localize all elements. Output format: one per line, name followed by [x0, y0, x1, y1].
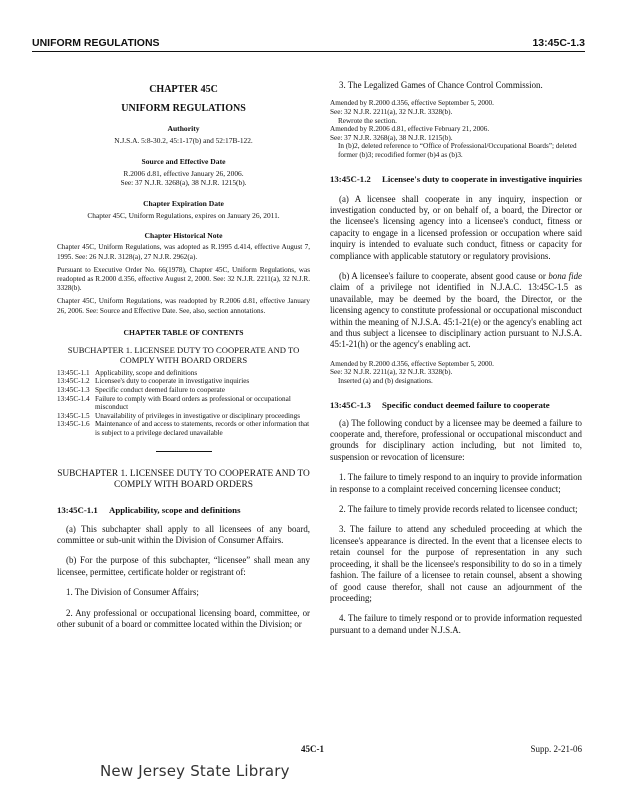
s11-item-1: 1. The Division of Consumer Affairs; [66, 587, 199, 598]
s11-item-2: 2. Any professional or occupational licensing board, committee, or other subunit of a board or committee located within the Division; or [57, 607, 310, 629]
chapter-title: UNIFORM REGULATIONS [121, 103, 246, 114]
authority-text: N.J.S.A. 5:8-30.2, 45:1-17(b) and 52:17B-122. [114, 136, 253, 145]
history-heading: Chapter Historical Note [144, 231, 223, 241]
s12-para-b: (b) A licensee's failure to cooperate, absent good cause or bona fide claim of a privilege not identified in N.J.A.C. 13:45C-1.5 as unavailable, may be deemed by the board, the Director, or the licensing agency to constitute professional or occupational misconduct within the meaning of N.J.S.A. 45:1-21(e) or the agency's enabling act and thus subject a licensee to disciplinary action pursuant to N.J.S.A. 45:1-21(h) or the agency's enabling act. [330, 271, 582, 350]
section-1-2-heading: 13:45C-1.2 Licensee's duty to cooperate in investigative inquiries [330, 173, 582, 184]
s13-item-3: 3. The failure to attend any scheduled proceeding at which the licensee's appearance is directed. In the event that a licensee elects to retain counsel for the purpose of representation in any such proceeding, it shall be the licensee's responsibility to do so in a timely fashion. The failure of a licensee to retain counsel, absent a showing of good cause therefor, shall not cause an adjournment of the proceeding; [330, 524, 582, 603]
toc-row: 13:45C-1.4 Failure to comply with Board orders as professional or occupational misconduct [57, 394, 291, 412]
s11-para-a: (a) This subchapter shall apply to all licensees of any board, committee or sub-unit within the Division of Consumer Affairs. [57, 523, 310, 545]
s13-item-1: 1. The failure to timely respond to an inquiry to provide information in response to a complaint received concerning licensee conduct; [330, 472, 582, 494]
expiration-text: Chapter 45C, Uniform Regulations, expires on January 26, 2011. [87, 210, 280, 220]
expiration-heading: Chapter Expiration Date [143, 198, 224, 208]
library-stamp: New Jersey State Library [100, 762, 290, 780]
source-line-1: R.2006 d.81, effective January 26, 2006. [123, 168, 244, 178]
s13-item-4: 4. The failure to timely respond or to provide information requested pursuant to a demand under N.J.S.A. [330, 613, 582, 635]
authority-heading: Authority [167, 124, 200, 133]
s11-para-b: (b) For the purpose of this subchapter, “licensee” shall mean any licensee, permittee, certificate holder or registrant of: [57, 555, 310, 577]
s12-para-a: (a) A licensee shall cooperate in any inquiry, inspection or investigation conducted by, or on behalf of, a board, the Director or the licensee's licensing agency into a licensee's conduct, fitness or capacity to engage in a licensed profession or occupation where said inquiry is intended to evaluate such conduct, fitness or capacity for compliance with applicable statutory or regulatory provisions. [330, 193, 582, 261]
toc-row: 13:45C-1.6 Maintenance of and access to statements, records or other information that is subject to a privilege declared unavailable [57, 420, 310, 437]
toc-subchapter: SUBCHAPTER 1. LICENSEE DUTY TO COOPERATE AND TO COMPLY WITH BOARD ORDERS [67, 344, 300, 365]
toc-heading: CHAPTER TABLE OF CONTENTS [123, 327, 244, 337]
section-1-3-heading: 13:45C-1.3 Specific conduct deemed failure to cooperate [330, 399, 550, 410]
right-column [330, 80, 582, 636]
section-divider [156, 451, 212, 452]
toc-row: 13:45C-1.3 Specific conduct deemed failure to cooperate [57, 385, 225, 394]
subchapter-heading: SUBCHAPTER 1. LICENSEE DUTY TO COOPERATE AND TO COMPLY WITH BOARD ORDERS [57, 468, 310, 491]
running-header [32, 37, 585, 50]
header-rule [32, 51, 585, 52]
source-heading: Source and Effective Date [141, 156, 226, 166]
s12-amendments: Amended by R.2000 d.356, effective September 5, 2000. See: 32 N.J.R. 2211(a), 32 N.J.R. 3328(b). Inserted (a) and (b) designations. [330, 359, 494, 386]
header-title: UNIFORM REGULATIONS [32, 37, 160, 49]
chapter-number: CHAPTER 45C [149, 84, 218, 95]
supplement-date: Supp. 2-21-06 [530, 744, 582, 754]
page-number: 45C-1 [301, 744, 324, 754]
s13-item-2: 2. The failure to timely provide records related to licensee conduct; [339, 504, 578, 515]
s11-item-3: 3. The Legalized Games of Chance Control Commission. [339, 80, 543, 90]
toc-list [57, 369, 310, 438]
header-section: 13:45C-1.3 [532, 37, 585, 49]
toc-row: 13:45C-1.1 Applicability, scope and definitions [57, 368, 198, 377]
history-note-1: Chapter 45C, Uniform Regulations, was adopted as R.1995 d.414, effective August 7, 1995. See: 26 N.J.R. 3128(a), 27 N.J.R. 2962(a). [57, 243, 310, 261]
left-column [57, 76, 310, 630]
source-line-2: See: 37 N.J.R. 3268(a), 38 N.J.R. 1215(b). [120, 178, 247, 188]
s11-amendments: Amended by R.2000 d.356, effective September 5, 2000. See: 32 N.J.R. 2211(a), 32 N.J.R. 3328(b). Rewrote the section. Amended by R.2006 d.81, effective February 21, 2006. See: 37 N.J.R. 3268(a), 38 N.J.R. 1215(b). In (b)2, deleted reference to “Office of Professional/Occupational Boards”; deleted former (b)3; recodified former (b)4 as (b)3. [330, 99, 577, 159]
s13-para-a: (a) The following conduct by a licensee may be deemed a failure to cooperate and, therefore, professional or occupational misconduct and grounds for disciplinary action including, but not limited to, suspension or revocation of licensure: [330, 417, 582, 462]
toc-row: 13:45C-1.2 Licensee's duty to cooperate in investigative inquiries [57, 377, 250, 386]
section-1-1-heading: 13:45C-1.1 Applicability, scope and definitions [57, 504, 241, 515]
history-note-3: Chapter 45C, Uniform Regulations, was readopted by R.2006 d.81, effective January 26, 2006. See: Source and Effective Date. See, also, section annotations. [57, 297, 310, 315]
history-note-2: Pursuant to Executive Order No. 66(1978), Chapter 45C, Uniform Regulations, was readopted as R.2000 d.356, effective August 2, 2000. See: 32 N.J.R. 2211(a), 32 N.J.R. 3328(b). [57, 265, 310, 293]
toc-row: 13:45C-1.5 Unavailability of privileges in investigative or disciplinary proceedings [57, 411, 300, 420]
